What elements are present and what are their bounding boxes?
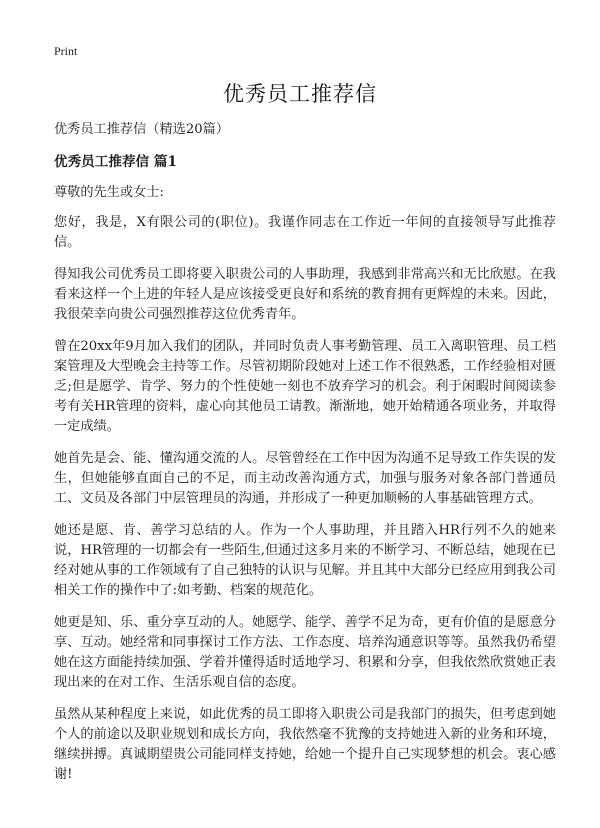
body-paragraph: 您好，我是，X有限公司的(职位)。我谨作同志在工作近一年间的直接领导写此推荐信。 [54,215,556,250]
section-heading: 优秀员工推荐信 篇1 [54,154,177,170]
document-subtitle: 优秀员工推荐信（精选20篇） [54,122,230,137]
body-paragraph: 得知我公司优秀员工即将要入职贵公司的人事助理，我感到非常高兴和无比欣慰。在我看来这样一个上进的年轻人是应该接受更良好和系统的教育拥有更辉煌的未来。因此，我很荣幸向贵公司强烈推荐这位优秀青年。 [54,267,556,322]
body-paragraph: 她更是知、乐、重分享互动的人。她愿学、能学、善学不足为奇，更有价值的是愿意分享、互动。她经常和同事探讨工作方法、工作态度、培养沟通意识等等。虽然我仍希望她在这方面能持续加强、学着并懂得适时适地学习、积累和分享，但我依然欣赏她正表现出来的在对工作、生活乐观自信的态度。 [54,615,556,690]
body-paragraph: 虽然从某种程度上来说，如此优秀的员工即将入职贵公司是我部门的损失，但考虑到她个人的前途以及职业规划和成长方向，我依然毫不犹豫的支持她进入新的业务和环境，继续拼搏。真诚期望贵公司能同样支持她，给她一个提升自己实现梦想的机会。衷心感谢! [54,707,556,782]
document-title: 优秀员工推荐信 [223,82,377,106]
body-paragraph: 她还是愿、肯、善学习总结的人。作为一个人事助理，并且踏入HR行列不久的她来说，HR管理的一切都会有一些陌生,但通过这多月来的不断学习、不断总结，她现在已经对她从事的工作领域有了自己独特的认识与见解。并且其中大部分已经应用到我公司相关工作的操作中了:如考勤、档案的规范化。 [54,523,556,598]
body-paragraph: 曾在20xx年9月加入我们的团队，并同时负责人事考勤管理、员工入离职管理、员工档案管理及大型晚会主持等工作。尽管初期阶段她对上述工作不很熟悉，工作经验相对匮乏;但是愿学、肯学、努力的个性使她一刻也不放弃学习的机会。利于闲暇时间阅读参考有关HR管理的资料，虚心向其他员工请教。渐渐地，她开始精通各项业务，并取得一定成绩。 [54,339,556,434]
body-paragraph: 她首先是会、能、懂沟通交流的人。尽管曾经在工作中因为沟通不足导致工作失误的发生，但她能够直面自己的不足，而主动改善沟通方式，加强与服务对象各部门普通员工、文员及各部门中层管理员的沟通，并形成了一种更加顺畅的人事基础管理方式。 [54,451,556,506]
print-link[interactable]: Print [54,44,78,58]
letter-greeting: 尊敬的先生或女士: [54,185,164,200]
document-body [54,120,556,797]
